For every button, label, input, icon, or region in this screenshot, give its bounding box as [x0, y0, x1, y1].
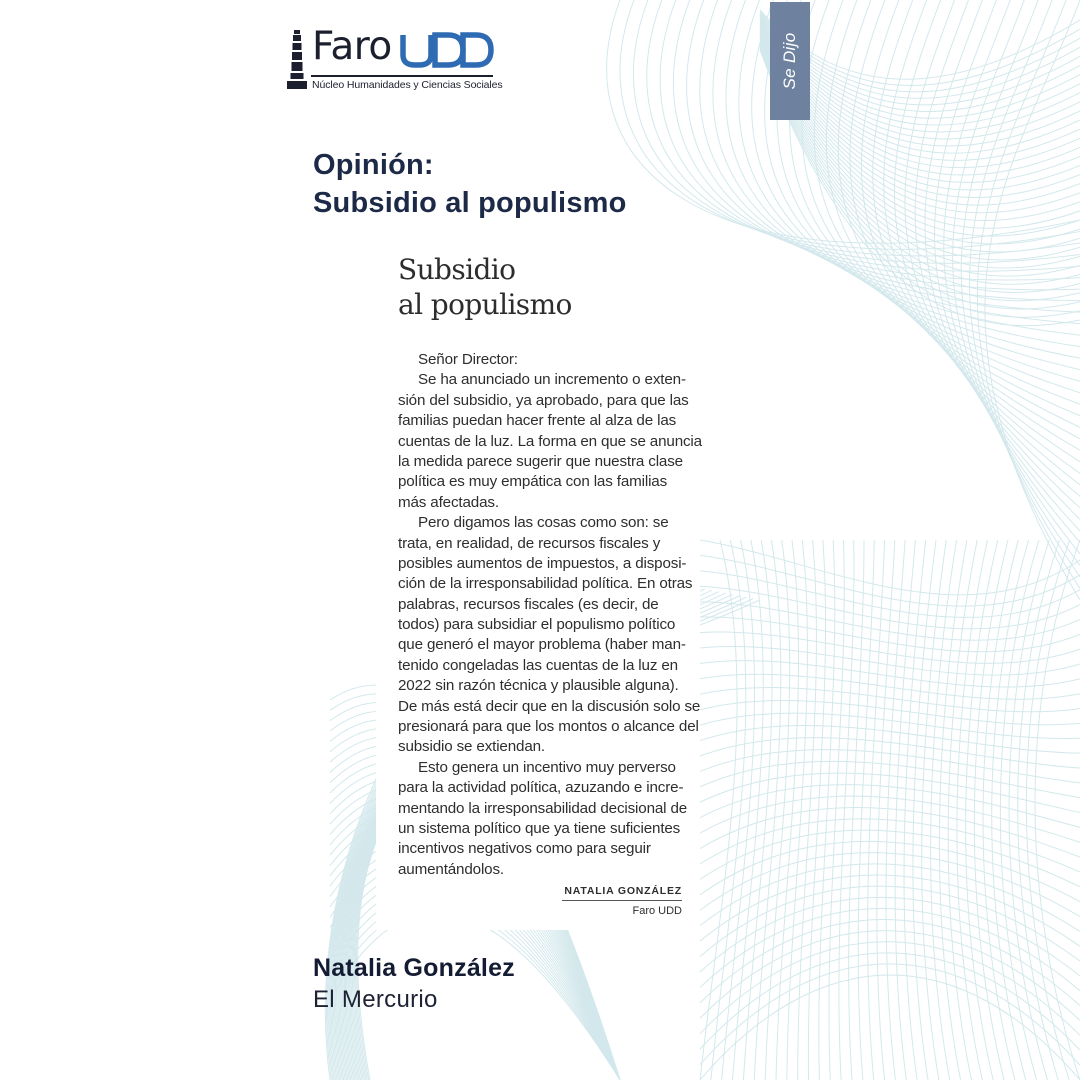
clipping-body-line: política es muy empática con las familias	[398, 473, 668, 491]
clipping-body-line: De más está decir que en la discusión solo se	[398, 697, 701, 715]
logo-wordmark: Faro	[312, 24, 392, 69]
clipping-body-line: sión del subsidio, ya aprobado, para que las	[398, 391, 689, 409]
clipping-title-line-1: Subsidio	[398, 253, 516, 286]
clipping-body-line: posibles aumentos de impuestos, a disposi-	[398, 554, 687, 572]
clipping-body-line: Se ha anunciado un incremento o exten-	[418, 371, 686, 389]
page-title	[313, 146, 627, 222]
clipping-body-line: Pero digamos las cosas como son: se	[418, 514, 669, 532]
se-dijo-tab	[770, 2, 810, 120]
logo-subtitle: Núcleo Humanidades y Ciencias Sociales	[312, 79, 503, 91]
newspaper-clipping	[376, 240, 700, 930]
clipping-body-line: familias puedan hacer frente al alza de las	[398, 412, 677, 430]
title-line-2: Subsidio al populismo	[313, 187, 627, 219]
clipping-body-line: la medida parece sugerir que nuestra clase	[398, 452, 683, 470]
clipping-body-line: mentando la irresponsabilidad decisional de	[398, 799, 688, 817]
clipping-body-line: un sistema político que ya tiene suficientes	[398, 819, 681, 837]
clipping-body-line: ción de la irresponsabilidad política. En otras	[398, 575, 693, 593]
clipping-body-line: presionará para que los montos o alcance del	[398, 718, 699, 736]
lighthouse-icon	[286, 30, 308, 90]
clipping-body-line: para la actividad política, azuzando e incre-	[398, 779, 684, 797]
signature-name: NATALIA GONZÁLEZ	[562, 885, 682, 901]
publication-name: El Mercurio	[313, 986, 438, 1013]
clipping-body-line: tenido congeladas las cuentas de la luz en	[398, 656, 678, 674]
clipping-body-line: cuentas de la luz. La forma en que se anuncia	[398, 432, 702, 450]
clipping-body-line: que generó el mayor problema (haber man-	[398, 636, 686, 654]
faro-udd-logo	[284, 24, 503, 94]
clipping-body-line: Señor Director:	[418, 351, 518, 368]
logo-divider	[311, 75, 493, 77]
clipping-body-line: 2022 sin razón técnica y plausible alguna).	[398, 677, 679, 695]
signature-org: Faro UDD	[632, 905, 682, 917]
clipping-body-line: trata, en realidad, de recursos fiscales y	[398, 534, 661, 552]
clipping-body-line: aumentándolos.	[398, 860, 504, 878]
author-name: Natalia González	[313, 954, 515, 982]
udd-brand-text: UDD	[400, 31, 403, 32]
clipping-title-line-2: al populismo	[398, 288, 572, 321]
title-line-1: Opinión:	[313, 149, 434, 181]
clipping-body-line: Esto genera un incentivo muy perverso	[418, 758, 676, 776]
clipping-body	[398, 350, 702, 880]
clipping-body-line: más afectadas.	[398, 493, 499, 511]
udd-logo-mark	[400, 31, 494, 71]
clipping-body-line: subsidio se extiendan.	[398, 738, 545, 756]
clipping-signature	[562, 885, 682, 917]
clipping-body-line: incentivos negativos como para seguir	[398, 840, 651, 858]
clipping-body-line: todos) para subsidiar el populismo político	[398, 616, 676, 634]
tab-label: Se Dijo	[780, 32, 799, 90]
clipping-body-line: palabras, recursos fiscales (es decir, de	[398, 595, 659, 613]
clipping-title	[398, 252, 572, 322]
